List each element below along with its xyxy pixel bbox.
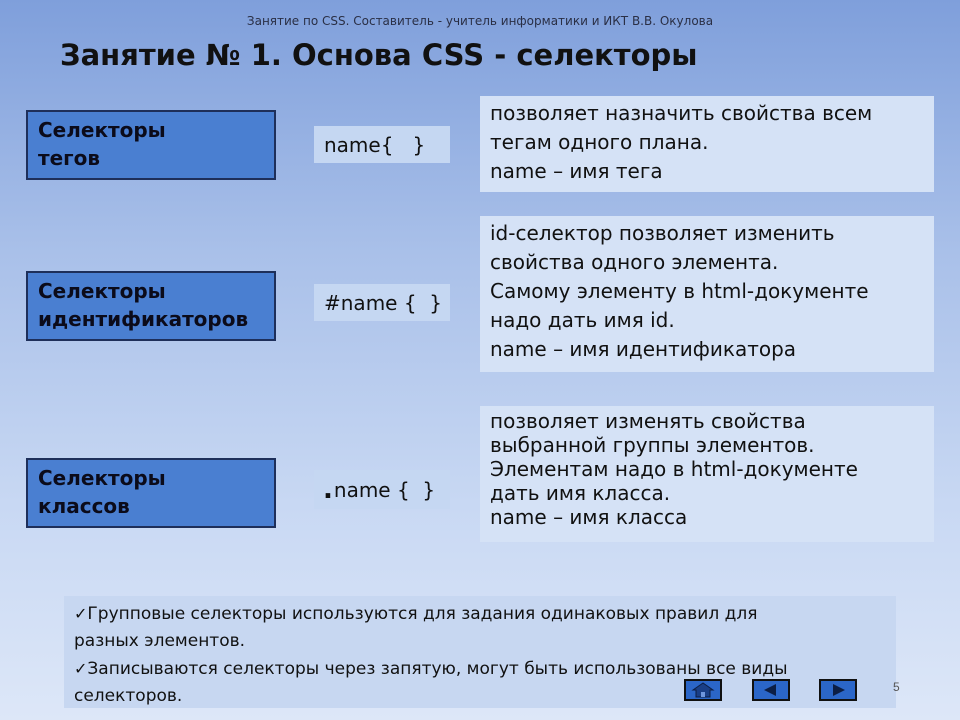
slide-title: Занятие № 1. Основа CSS - селекторы: [60, 38, 698, 72]
syntax-text: name { }: [333, 477, 436, 502]
description-line: позволяет назначить свойства всем: [490, 101, 873, 125]
prev-slide-button[interactable]: [752, 679, 790, 701]
page-number: 5: [893, 680, 900, 694]
home-button[interactable]: [684, 679, 722, 701]
syntax-class-selector: [314, 470, 450, 509]
category-class-selectors: [26, 458, 276, 528]
checkmark-icon: ✓: [74, 659, 88, 678]
note-continuation: разных элементов.: [74, 631, 246, 651]
category-line-2: идентификаторов: [38, 307, 249, 331]
description-line: выбранной группы элементов.: [490, 433, 815, 457]
category-tag-selectors: [26, 110, 276, 180]
description-line: name – имя тега: [490, 159, 663, 183]
category-line-1: Селекторы: [38, 466, 166, 490]
description-line: name – имя идентификатора: [490, 337, 797, 361]
note-item: [74, 600, 886, 628]
category-id-selectors: [26, 271, 276, 341]
syntax-id-selector: [314, 284, 450, 321]
syntax-text: #name { }: [324, 290, 442, 315]
description-line: Элементам надо в html-документе: [490, 457, 858, 481]
arrow-left-icon: [761, 683, 781, 697]
description-tag-selectors: [480, 96, 934, 192]
note-text: Записываются селекторы через запятую, могут быть использованы все виды: [87, 659, 788, 679]
description-line: надо дать имя id.: [490, 308, 675, 332]
slide-header: Занятие по CSS. Составитель - учитель информатики и ИКТ В.В. Окулова: [246, 14, 714, 28]
description-line: id-селектор позволяет изменить: [490, 221, 835, 245]
syntax-prefix: .: [323, 474, 333, 505]
description-id-selectors: [480, 216, 934, 372]
description-line: name – имя класса: [490, 505, 688, 529]
category-line-1: Селекторы: [38, 118, 166, 142]
description-line: позволяет изменять свойства: [490, 409, 806, 433]
syntax-tag-selector: [314, 126, 450, 163]
description-line: дать имя класса.: [490, 481, 671, 505]
category-line-1: Селекторы: [38, 279, 166, 303]
home-icon: [691, 682, 715, 698]
next-slide-button[interactable]: [819, 679, 857, 701]
arrow-right-icon: [828, 683, 848, 697]
description-class-selectors: [480, 406, 934, 542]
description-line: Самому элементу в html-документе: [490, 279, 869, 303]
note-continuation: селекторов.: [74, 686, 183, 706]
description-line: тегам одного плана.: [490, 130, 709, 154]
note-text: Групповые селекторы используются для задания одинаковых правил для: [87, 604, 758, 624]
description-line: свойства одного элемента.: [490, 250, 779, 274]
checkmark-icon: ✓: [74, 604, 88, 623]
syntax-text: name{ }: [324, 132, 426, 157]
category-line-2: тегов: [38, 146, 101, 170]
category-line-2: классов: [38, 494, 130, 518]
